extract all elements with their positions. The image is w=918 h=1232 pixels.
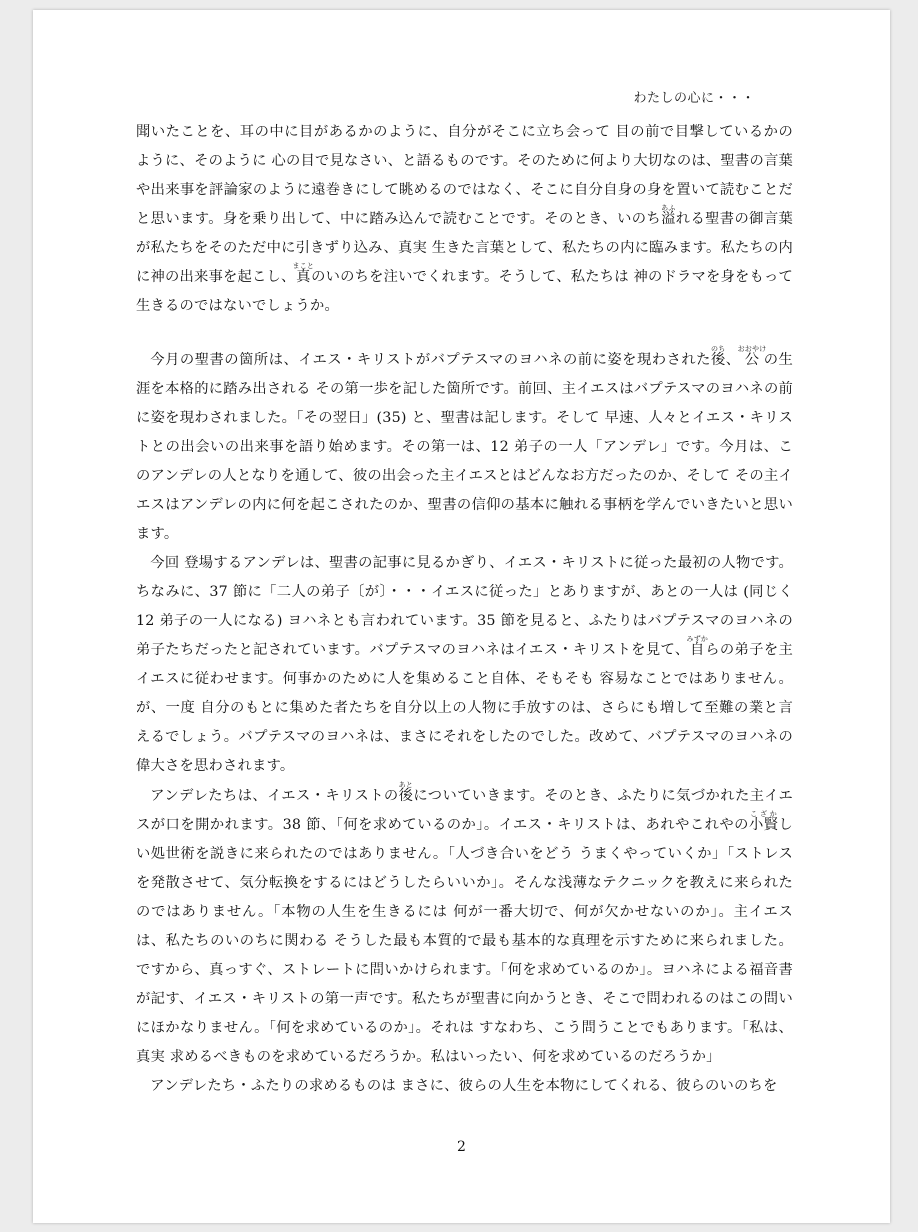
text-span: についていきます。そのとき、ふたりに気づかれた主イエスが口を開かれます。38 節、「何を求めているのか」。イエス・キリストは、あれやこれやの [136,788,794,833]
document-page [33,10,890,1223]
ruby-annotation: 小賢こざか [748,810,779,833]
ruby-annotation: 公おおやけ [737,345,767,368]
ruby-annotation: 真まこと [292,262,315,285]
running-header: わたしの心に・・・ [633,91,755,106]
paragraph-4 [136,781,793,1072]
page-number: 2 [457,1139,466,1155]
text-span: アンデレたち・ふたりの求めるものは まさに、彼らの人生を本物にしてくれる、彼らのいのちを [150,1078,778,1094]
paragraph-3 [136,549,793,781]
ruby-annotation: 後のち [710,345,726,368]
ruby-annotation: 後あと [398,781,414,804]
text-span: らの弟子を主イエスに従わせます。何事かのために人を集めること自体、そもそも 容易なことではありません。が、一度 自分のもとに集めた者たちを自分以上の人物に手放すのは、さらにも増して至難の業と言えるでしょう。バプテスマのヨハネは、まさにそれをしたのでした。改めて、バプテスマのヨハネの偉大さを思わされます。 [136,642,793,774]
text-span: 今回 登場するアンデレは、聖書の記事に見るかぎり、イエス・キリストに従った最初の人物です。ちなみに、37 節に「二人の弟子〔が〕・・・イエスに従った」とありますが、あとの一人は (同じく 12 弟子の一人になる) ヨハネとも言われています。35 節を見ると、ふたりはバプテスマのヨハネの弟子たちだったと記されています。バプテスマのヨハネはイエス・キリストを見て、 [136,555,793,658]
paragraph-5 [136,1072,793,1101]
text-span: しい処世術を説きに来られたのではありません。「人づき合いをどう うまくやっていくか」「ストレスを発散させて、気分転換をするにはどうしたらいいか」。そんな浅薄なテクニックを教えに来られたのではありません。「本物の人生を生きるには 何が一番大切で、何が欠かせないのか」。主イエスは、私たちのいのちに関わる そうした最も本質的で最も基本的な真理を示すために来られました。ですから、真っすぐ、ストレートに問いかけられます。「何を求めているのか」。ヨハネによる福音書が記す、イエス・キリストの第一声です。私たちが聖書に向かうとき、そこで問われるのはこの問いにほかなりません。「何を求めているのか」。それは すなわち、こう問うことでもあります。「私は、真実 求めるべきものを求めているだろうか。私はいったい、何を求めているのだろうか」 [136,817,793,1065]
ruby-annotation: 自みずか [686,635,709,658]
ruby-annotation: 溢あふ [661,204,676,227]
text-span: 、 [725,352,741,368]
text-span: の生涯を本格的に踏み出される その第一歩を記した箇所です。前回、主イエスはバプテスマのヨハネの前に姿を現わされました。「その翌日」(35) と、聖書は記します。そして 早速、人々とイエス・キリストとの出会いの出来事を語り始めます。その第一は、12 弟子の一人「アンデレ」です。今月は、このアンデレの人となりを通して、彼の出会った主イエスとはどんなお方だったのか、そして その主イエスはアンデレの内に何を起こされたのか、聖書の信仰の基本に触れる事柄を学んでいきたいと思います。 [136,352,794,542]
text-span: れる聖書の御言葉が私たちをそのただ中に引きずり込み、真実 生きた言葉として、私たちの内に臨みます。私たちの内に神の出来事を起こし、 [136,211,793,285]
body-text [136,118,793,1101]
text-span: アンデレたちは、イエス・キリストの [150,788,399,804]
text-span: のいのちを注いでくれます。そうして、私たちは 神のドラマを身をもって生きるのではないでしょうか。 [136,269,793,314]
paragraph-2 [136,345,793,549]
text-span: 聞いたことを、耳の中に目があるかのように、自分がそこに立ち会って 目の前で目撃しているかのように、そのように 心の目で見なさい、と語るものです。そのために何より大切なのは、聖書の言葉や出来事を評論家のように遠巻きにして眺めるのではなく、そこに自分自身の身を置いて読むことだと思います。身を乗り出して、中に踏み込んで読むことです。そのとき、いのち [136,124,793,227]
paragraph-1 [136,118,793,321]
text-span: 今月の聖書の箇所は、イエス・キリストがバプテスマのヨハネの前に姿を現わされた [150,352,711,368]
